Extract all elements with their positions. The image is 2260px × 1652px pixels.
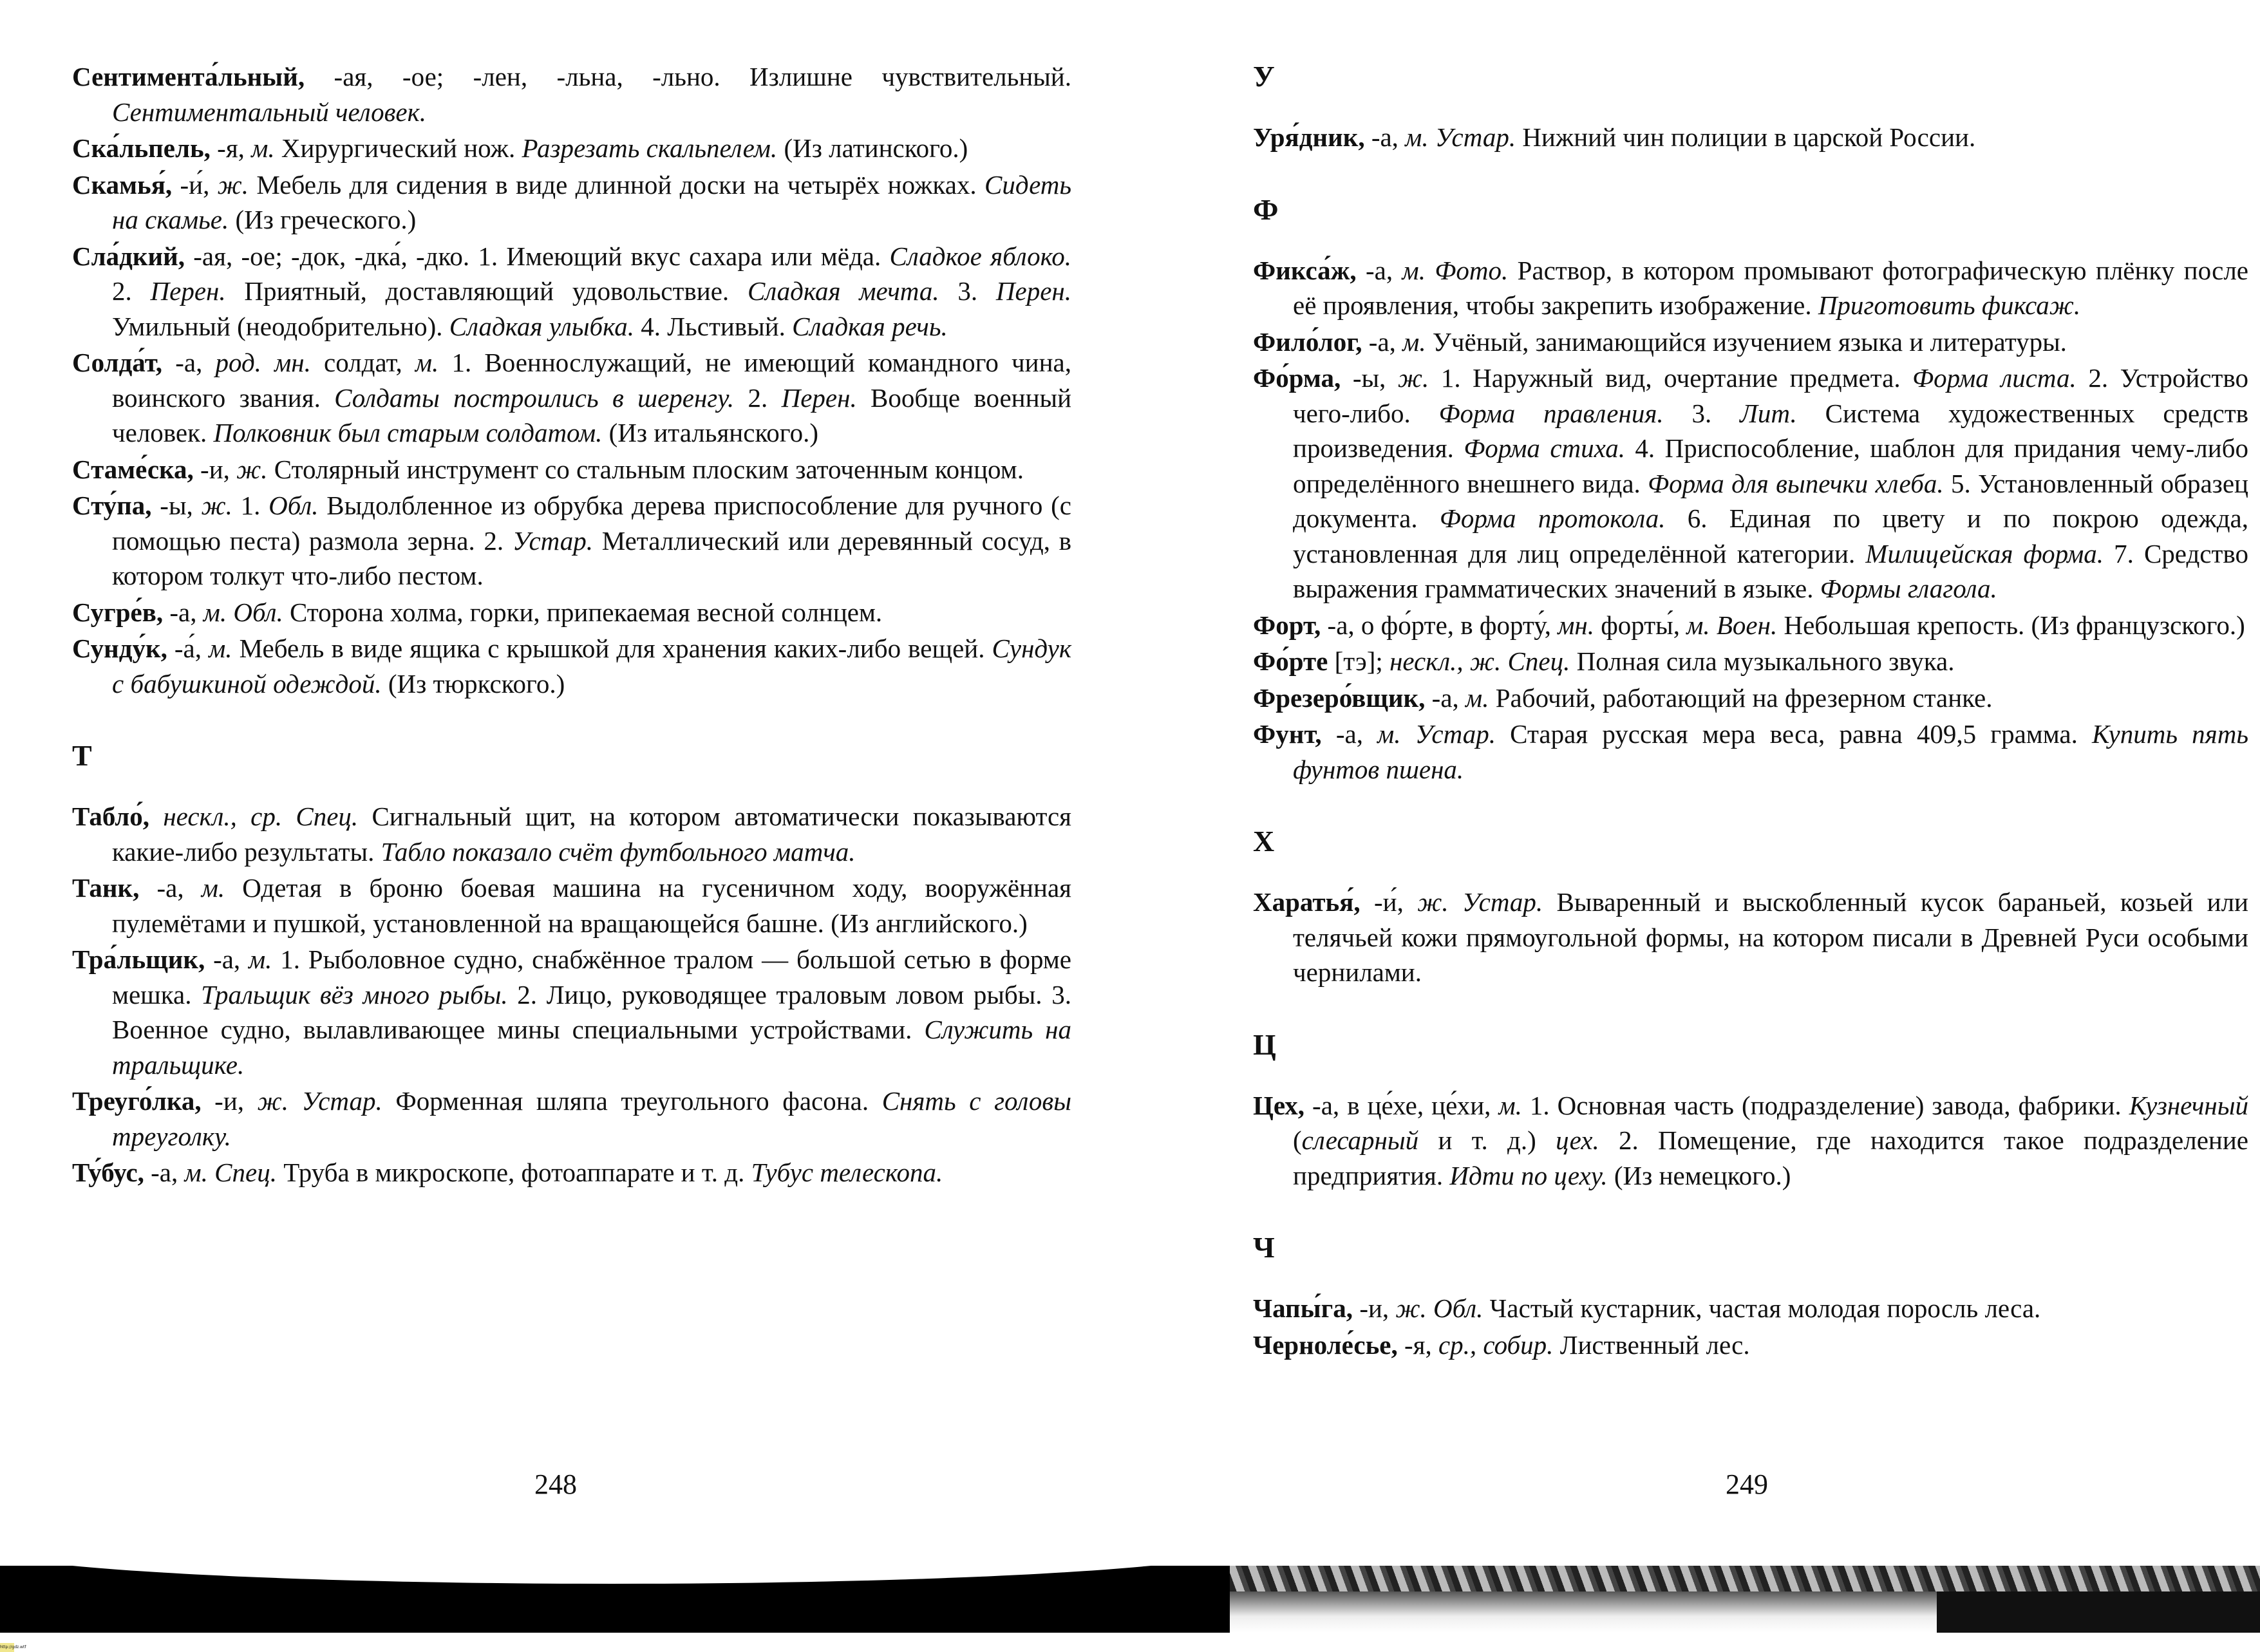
italic-text: Купить пять фунтов пшена. (1293, 719, 2248, 784)
headword: Танк, (72, 873, 140, 903)
definition-text: солдат, (310, 348, 415, 377)
definition-text: -и, (1353, 1293, 1396, 1323)
headword: Фикса́ж, (1253, 255, 1357, 285)
headword: Треуго́лка, (72, 1086, 202, 1116)
italic-text: Лит. (1740, 398, 1797, 428)
definition-text: 3. (1663, 398, 1740, 428)
dictionary-entry (1253, 885, 2248, 990)
headword: Сунду́к, (72, 634, 167, 663)
italic-text: ж. Устар. (257, 1086, 382, 1116)
dictionary-entry (72, 1155, 1071, 1190)
headword: Ту́бус, (72, 1158, 144, 1187)
definition-text: -ы, (151, 491, 202, 520)
italic-text: мн. (1558, 610, 1594, 640)
italic-text: м. (415, 348, 439, 377)
headword: Табло́, (72, 802, 150, 831)
headword: Скамья́, (72, 169, 173, 200)
headword: Харатья́, (1253, 887, 1361, 917)
dictionary-entry (72, 131, 1071, 166)
definition-text: Рабочий, работающий на фрезерном станке. (1489, 682, 1993, 713)
headword: Чапы́га, (1253, 1293, 1353, 1323)
italic-text: Форма правления. (1438, 398, 1664, 428)
headword: Цех, (1253, 1090, 1305, 1120)
definition-text: -а, (1364, 122, 1406, 152)
scan-noise-band (1230, 1566, 2260, 1591)
italic-text: Служить на тральщике. (112, 1015, 1071, 1080)
italic-text: Сладкая речь. (792, 311, 948, 341)
page-number-left: 248 (534, 1469, 577, 1500)
dictionary-entry (1253, 644, 2248, 679)
italic-text: нескл., ср. Спец. (163, 802, 359, 831)
definition-text: -а, (1321, 719, 1378, 749)
italic-text: м. (1402, 326, 1426, 357)
definition-text: -а, (144, 1158, 185, 1187)
italic-text: Сладкое яблоко. (889, 241, 1071, 271)
italic-text: м. (248, 944, 272, 974)
dictionary-entry (1253, 608, 2248, 643)
italic-text: м. (251, 133, 275, 163)
section-letter-heading: Ц (1253, 1028, 1276, 1061)
italic-text: ж. (217, 169, 249, 200)
definition-text: (Из тюркского.) (381, 668, 565, 699)
italic-text: цех. (1556, 1125, 1599, 1155)
definition-text: Труба в микроскопе, фотоаппарате и т. д. (276, 1158, 751, 1187)
italic-text: Обл. (268, 491, 319, 520)
definition-text: Приятный, доставляющий удовольствие. (225, 276, 748, 306)
definition-text: Вообще военный человек. (112, 382, 1072, 447)
headword: Форт, (1253, 610, 1321, 640)
italic-text: ж. (201, 491, 232, 520)
definition-text: -а, (1362, 326, 1403, 357)
italic-text: Перен. (150, 276, 226, 306)
italic-text: Сладкая мечта. (747, 276, 939, 306)
definition-text: -а, в це́хе, це́хи, (1304, 1090, 1499, 1120)
italic-text: м. Обл. (203, 597, 283, 627)
definition-text: 1. Наружный вид, очертание предмета. (1429, 363, 1913, 393)
headword: Фо́рте (1253, 646, 1328, 676)
definition-text: 4. Льстивый. (634, 311, 793, 341)
definition-text: -я, (1397, 1329, 1438, 1360)
definition-text: Выдолбленное из обрубка дерева приспособление для ручного (с помощью песта) размола зерна. 2. (112, 491, 1072, 556)
headword: Фо́рма, (1253, 363, 1341, 393)
section-letter-heading: У (1253, 60, 1275, 93)
italic-text: ж. Обл. (1395, 1293, 1483, 1323)
definition-text: Одетая в броню боевая машина на гусеничном ходу, вооружённая пулемётами и пушкой, установленной на вращающейся башне. (Из английского.) (112, 873, 1071, 938)
dictionary-entry (1253, 1088, 2248, 1194)
dictionary-entry (72, 345, 1071, 451)
italic-text: ж. (1397, 363, 1429, 393)
definition-text: -а, о фо́рте, в форту́, (1321, 610, 1558, 640)
definition-text: -и, (193, 454, 237, 484)
page-number-right: 249 (1726, 1469, 1768, 1500)
definition-text: -а, (139, 873, 202, 903)
dictionary-entry (72, 799, 1071, 869)
definition-text: Система художественных средств произведения. (1293, 398, 2249, 463)
headword: Сла́дкий, (72, 241, 185, 271)
italic-text: нескл., ж. Спец. (1389, 646, 1570, 676)
dictionary-entry (72, 488, 1071, 594)
italic-text: Полковник был старым солдатом. (213, 418, 603, 447)
italic-text: м. (1498, 1090, 1522, 1120)
italic-text: м. Устар. (1377, 719, 1496, 749)
dictionary-entry (72, 59, 1071, 129)
dictionary-entry (1253, 717, 2248, 787)
definition-text: Хирургический нож. (274, 133, 522, 163)
definition-text: -и́, (172, 169, 218, 200)
dictionary-entry (72, 1084, 1071, 1154)
definition-text: Столярный инструмент со стальным плоским заточенным концом. (267, 454, 1024, 484)
scan-shadow-right (1937, 1591, 2260, 1633)
headword: Фило́лог, (1253, 326, 1362, 357)
definition-text: и т. д.) (1418, 1125, 1556, 1155)
headword: Фунт, (1253, 719, 1322, 749)
definition-text: Нижний чин полиции в царской России. (1516, 122, 1976, 152)
italic-text: Табло показало счёт футбольного матча. (381, 836, 856, 867)
italic-text: Форма для выпечки хлеба. (1648, 468, 1944, 498)
definition-text: ( (1293, 1125, 1302, 1155)
italic-text: Формы глагола. (1820, 574, 1997, 603)
headword: Сугре́в, (72, 597, 164, 627)
dictionary-entry (72, 595, 1071, 630)
dictionary-entry (72, 239, 1071, 344)
dictionary-entry (72, 942, 1071, 1082)
definition-text: -а, (1356, 255, 1402, 285)
definition-text: Вываренный и выскобленный кусок бараньей, козьей или телячьей кожи прямоугольной формы, на котором писали в Древней Руси особыми чернилами. (1293, 887, 2248, 987)
italic-text: Форма стиха. (1464, 433, 1626, 463)
definition-text: 1. (232, 491, 269, 520)
definition-text (149, 802, 163, 831)
italic-text: Устар. (512, 525, 594, 556)
dictionary-entry (1253, 681, 2248, 716)
definition-text: 2. Устройство чего-либо. (1293, 363, 2248, 428)
dictionary-entry (1253, 1291, 2248, 1326)
definition-text: [тэ]; (1328, 646, 1390, 676)
scan-gray-area (1230, 1591, 1938, 1633)
definition-text: Старая русская мера веса, равна 409,5 грамма. (1495, 719, 2093, 749)
italic-text: Сентиментальный человек. (112, 97, 427, 127)
italic-text: м. Спец. (184, 1158, 277, 1187)
section-letter-heading: Ф (1253, 192, 1279, 226)
dictionary-entry (1253, 361, 2248, 606)
headword: Сту́па, (72, 491, 152, 520)
italic-text: слесарный (1301, 1125, 1419, 1155)
definition-text: -а, (163, 597, 203, 627)
italic-text: Тральщик вёз много рыбы. (201, 979, 508, 1009)
definition-text: Небольшая крепость. (Из французского.) (1777, 610, 2245, 640)
definition-text: (Из немецкого.) (1607, 1160, 1791, 1190)
definition-text: (Из латинского.) (777, 133, 968, 163)
definition-text: 2. Помещение, где находится такое подразделение предприятия. (1293, 1125, 2248, 1190)
definition-text: 2. (112, 276, 151, 306)
italic-text: Форма листа. (1912, 363, 2076, 393)
dictionary-entry (72, 631, 1071, 701)
definition-text: 4. Приспособление, шаблон для придания чему-либо определённого внешнего вида. (1293, 433, 2248, 498)
italic-text: Снять с головы треуголку. (112, 1086, 1071, 1151)
italic-text: Сидеть на скамье. (112, 169, 1071, 234)
italic-text: ж. (236, 454, 268, 484)
italic-text: м. Устар. (1405, 122, 1516, 152)
definition-text: -а, (162, 348, 216, 377)
italic-text: ср., собир. (1438, 1329, 1554, 1360)
italic-text: Милицейская форма. (1865, 538, 2104, 568)
dictionary-entry (1253, 120, 2248, 155)
definition-text: Частый кустарник, частая молодая поросль леса. (1483, 1293, 2041, 1323)
italic-text: Идти по цеху. (1449, 1160, 1608, 1190)
definition-text: Учёный, занимающийся изучением языка и литературы. (1426, 326, 2067, 357)
definition-text: (Из итальянского.) (602, 418, 818, 447)
italic-text: Кузнечный (2129, 1090, 2248, 1120)
definition-text: 7. Средство выражения грамматических значений в языке. (1293, 538, 2248, 603)
definition-text: -а́, (167, 634, 209, 663)
definition-text: -и, (201, 1086, 258, 1116)
watermark-badge: http://gdz.wtf (0, 1643, 14, 1652)
definition-text: 1. Военнослужащий, не имеющий командного чина, воинского звания. (112, 348, 1071, 413)
italic-text: Разрезать скальпелем. (522, 133, 778, 163)
italic-text: Тубус телескопа. (751, 1158, 943, 1187)
definition-text: 6. Единая по цвету и по покрою одежда, установленная для лиц определённой категории. (1293, 503, 2248, 568)
dictionary-entry (72, 452, 1071, 487)
section-letter-heading: Ч (1253, 1231, 1275, 1264)
definition-text: -ы, (1341, 363, 1398, 393)
dictionary-entry (1253, 253, 2248, 323)
definition-text: форты́, (1594, 610, 1687, 640)
headword: Солда́т, (72, 348, 163, 377)
headword: Ска́льпель, (72, 133, 211, 163)
definition-text: Раствор, в котором промывают фотографическую плёнку после её проявления, чтобы закрепить изображение. (1293, 255, 2248, 320)
italic-text: Перен. (995, 276, 1072, 306)
definition-text: Форменная шляпа треугольного фасона. (382, 1086, 882, 1116)
italic-text: Приготовить фиксаж. (1818, 290, 2081, 320)
italic-text: м. (1465, 682, 1489, 713)
definition-text: Металлический или деревянный сосуд, в котором толкут что-либо пестом. (112, 525, 1072, 590)
italic-text: м. Воен. (1686, 610, 1778, 640)
italic-text: м. (201, 873, 225, 903)
dictionary-entry (1253, 1328, 2248, 1363)
definition-text: -и́, (1360, 887, 1418, 917)
definition-text: -я, (210, 133, 252, 163)
definition-text: 2. (734, 382, 782, 413)
italic-text: Солдаты построились в шеренгу. (334, 382, 735, 413)
headword: Черноле́сье, (1253, 1329, 1398, 1360)
left-page (72, 59, 1071, 1192)
definition-text: 3. (939, 276, 996, 306)
italic-text: м. Фото. (1402, 255, 1509, 285)
dictionary-entry (72, 167, 1071, 238)
italic-text: род. мн. (215, 348, 311, 377)
right-page (1253, 59, 2248, 1364)
definition-text: Полная сила музыкального звука. (1570, 646, 1955, 676)
italic-text: Сладкая улыбка. (449, 311, 634, 341)
dictionary-entry (1253, 324, 2248, 360)
headword: Уря́дник, (1253, 122, 1365, 152)
definition-text: Умильный (неодобрительно). (112, 311, 449, 341)
definition-text: -ая, -ое; -док, -дка́, -дко. 1. Имеющий вкус сахара или мёда. (184, 241, 890, 271)
italic-text: Форма протокола. (1439, 503, 1666, 533)
definition-text: -ая, -ое; -лен, -льна, -льно. Излишне чувствительный. (305, 62, 1071, 91)
headword: Сентимента́льный, (72, 62, 305, 91)
definition-text: Мебель для сидения в виде длинной доски на четырёх ножках. (249, 169, 984, 200)
section-letter-heading: Х (1253, 825, 1275, 858)
definition-text: Мебель в виде ящика с крышкой для хранения каких-либо вещей. (232, 634, 992, 663)
definition-text: Лиственный лес. (1553, 1329, 1750, 1360)
headword: Стаме́ска, (72, 454, 194, 484)
definition-text: 1. Основная часть (подразделение) завода, фабрики. (1521, 1090, 2129, 1120)
definition-text: 5. Установленный образец документа. (1293, 468, 2248, 533)
definition-text: -а, (205, 944, 249, 974)
section-letter-heading: Т (72, 739, 92, 772)
dictionary-entry (72, 870, 1071, 941)
italic-text: м. (209, 634, 232, 663)
italic-text: ж. Устар. (1417, 887, 1543, 917)
definition-text: 1. Рыболовное судно, снабжённое тралом — большой сетью в форме мешка. (112, 944, 1071, 1009)
headword: Тра́льщик, (72, 944, 205, 974)
italic-text: Сундук с бабушкиной одеждой. (112, 634, 1071, 699)
headword: Фрезеро́вщик, (1253, 682, 1426, 713)
definition-text: Сторона холма, горки, припекаемая весной солнцем. (283, 597, 883, 627)
definition-text: 2. Лицо, руководящее траловым ловом рыбы. 3. Военное судно, вылавливающее мины специальными устройствами. (112, 979, 1072, 1044)
italic-text: Перен. (781, 382, 857, 413)
definition-text: (Из греческого.) (229, 205, 417, 234)
definition-text: -а, (1425, 682, 1466, 713)
definition-text: Сигнальный щит, на котором автоматически показываются какие-либо результаты. (112, 802, 1071, 867)
